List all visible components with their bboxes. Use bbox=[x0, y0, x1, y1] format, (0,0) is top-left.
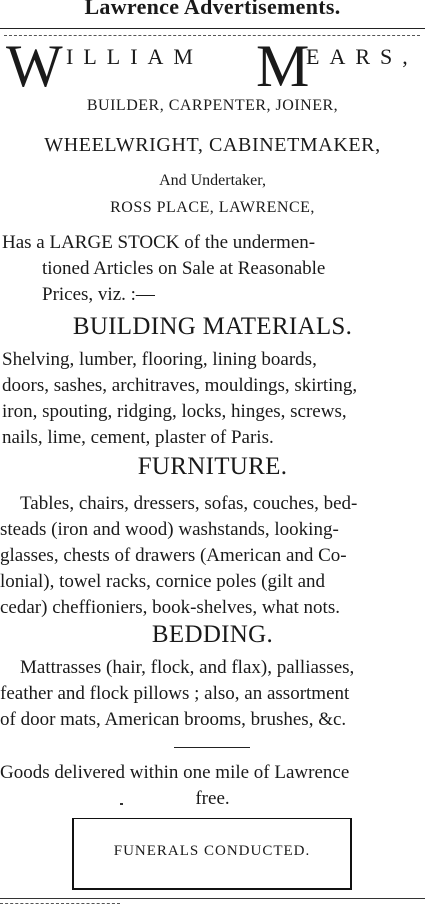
section-body-building bbox=[2, 347, 357, 451]
body-line: nails, lime, cement, plaster of Paris. bbox=[2, 427, 274, 448]
first-name-rest: ILLIAM bbox=[66, 44, 203, 69]
notice-text: FUNERALS CONDUCTED. bbox=[113, 843, 311, 859]
header-rule bbox=[0, 28, 425, 29]
intro-line: Has a LARGE STOCK of the undermen- bbox=[2, 232, 316, 253]
first-name-initial: W bbox=[6, 33, 63, 99]
body-line: steads (iron and wood) washstands, looking- bbox=[0, 519, 339, 540]
notice-box bbox=[72, 818, 352, 890]
advertiser-name bbox=[0, 33, 425, 99]
delivery-paragraph bbox=[0, 760, 425, 812]
body-line: feather and flock pillows ; also, an assortment bbox=[0, 683, 350, 704]
trade-line-1: BUILDER, CARPENTER, JOINER, bbox=[86, 97, 339, 114]
address-line: ROSS PLACE, LAWRENCE, bbox=[110, 199, 315, 216]
body-line: Mattrasses (hair, flock, and flax), palliasses, bbox=[20, 657, 355, 678]
body-line: cedar) cheffioniers, book-shelves, what nots. bbox=[0, 597, 340, 618]
trade-line-3: And Undertaker, bbox=[159, 172, 266, 189]
body-line: Tables, chairs, dressers, sofas, couches, bed- bbox=[20, 493, 358, 514]
section-heading-bedding: BEDDING. bbox=[151, 621, 274, 648]
delivery-line: free. bbox=[195, 788, 230, 809]
delivery-line: Goods delivered within one mile of Lawrence bbox=[0, 762, 350, 783]
body-line: iron, spouting, ridging, locks, hinges, screws, bbox=[2, 401, 347, 422]
intro-line: Prices, viz. :— bbox=[42, 284, 155, 305]
section-body-furniture bbox=[0, 491, 357, 621]
page-header: Lawrence Advertisements. bbox=[84, 0, 341, 19]
section-heading-building: BUILDING MATERIALS. bbox=[72, 313, 353, 340]
body-line: of door mats, American brooms, brushes, &c. bbox=[0, 709, 347, 730]
section-body-bedding bbox=[0, 655, 354, 733]
intro-paragraph bbox=[2, 230, 425, 308]
footer-rule bbox=[0, 898, 425, 899]
body-line: Shelving, lumber, flooring, lining boards, bbox=[2, 349, 317, 370]
footer-dashed-rule bbox=[0, 903, 120, 904]
speck bbox=[120, 803, 123, 805]
section-divider bbox=[174, 747, 250, 748]
section-heading-furniture: FURNITURE. bbox=[137, 453, 288, 480]
body-line: doors, sashes, architraves, mouldings, skirting, bbox=[2, 375, 358, 396]
body-line: lonial), towel racks, cornice poles (gilt and bbox=[0, 571, 326, 592]
intro-line: tioned Articles on Sale at Reasonable bbox=[42, 258, 326, 279]
last-name-rest: EARS, bbox=[306, 44, 418, 69]
trade-line-2: WHEELWRIGHT, CABINETMAKER, bbox=[44, 134, 381, 156]
last-name-initial: M bbox=[256, 33, 310, 99]
body-line: glasses, chests of drawers (American and Co- bbox=[0, 545, 347, 566]
